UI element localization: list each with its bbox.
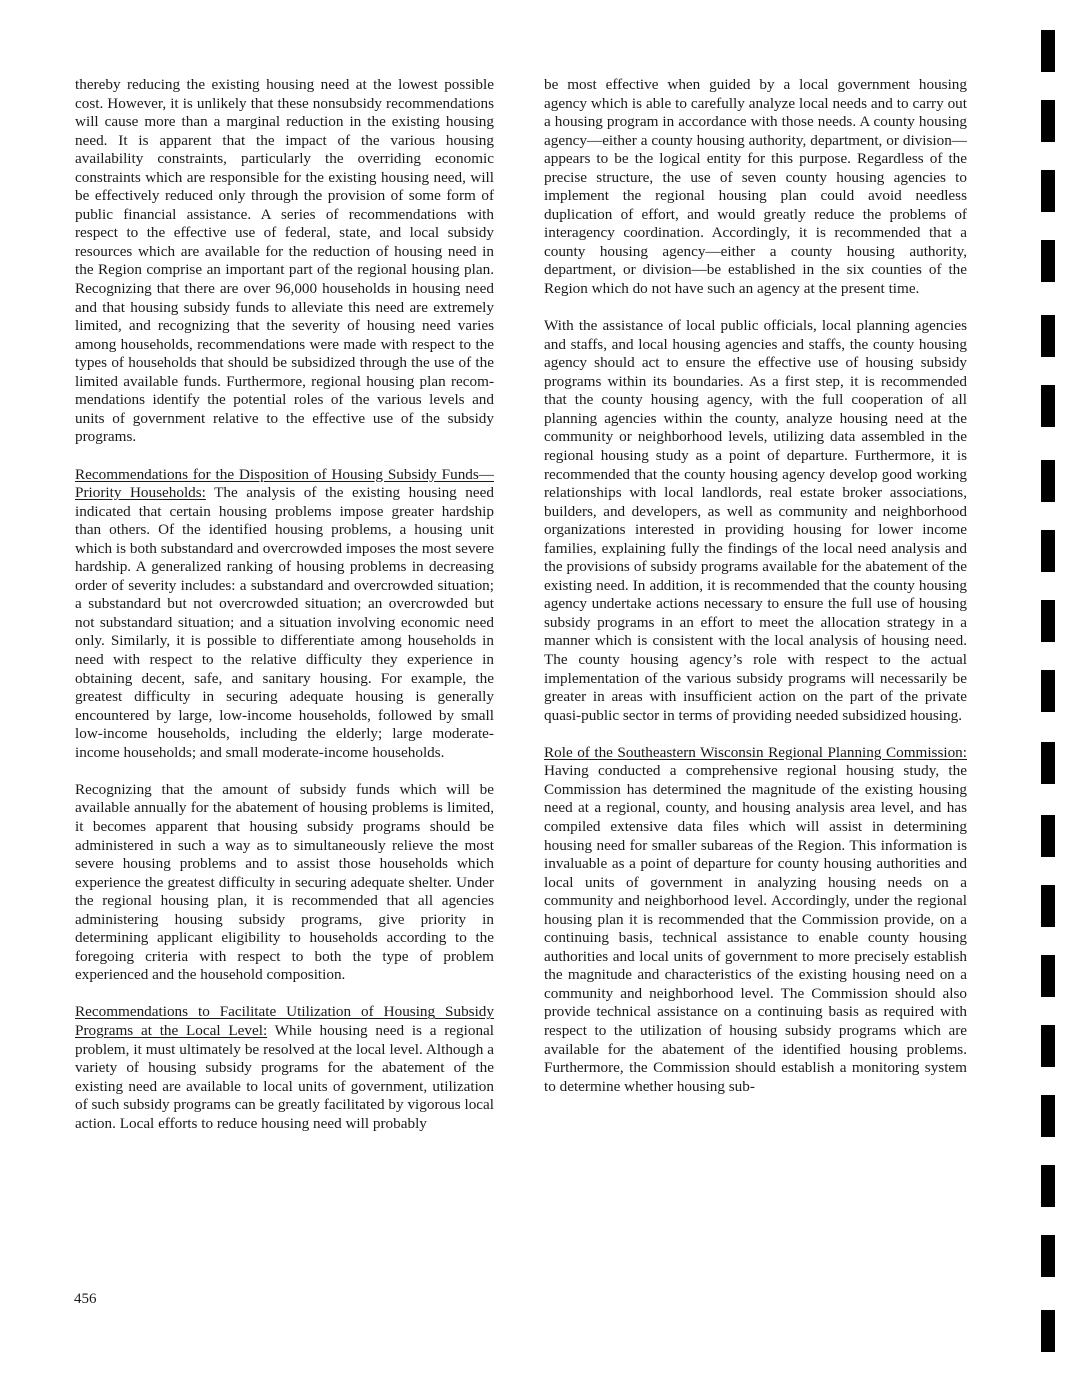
right-column [544, 76, 967, 1115]
paragraph-subsidy-funds: Recognizing that the amount of subsidy funds which will be available annually for the abatement of housing problems is limited, it becomes apparent that housing subsidy programs should be administered in such a way as to simultaneously relieve the most severe housing problems and to assist those households which experience the greatest difficulty in securing adequate shelter. Under the regional housing plan, it is recommended that all agencies administering housing subsidy programs, give priority in determining applicant eligibility to households according to the foregoing criteria with respect to both the type of problem experienced and the household composition. [75, 780, 494, 984]
registration-mark [1041, 315, 1055, 357]
registration-mark [1041, 1165, 1055, 1207]
scan-registration-marks [1041, 0, 1055, 1380]
registration-mark [1041, 1095, 1055, 1137]
paragraph-local-assistance: With the assistance of local public officials, local planning agencies and staffs, and local housing agencies and staffs, the county housing agency should act to ensure the effective use of housing subsidy programs within its boundaries. As a first step, it is recommended that the county housing agency, with the full cooperation of all planning agencies within the county, analyze housing need at the community or neighborhood levels, utilizing data assembled in the regional housing study as a point of departure. Furthermore, it is recommended that the county housing agency develop good working relationships with local landlords, real estate broker associations, builders, and developers, as well as community and neighborhood organizations interested in providing housing for lower income families, explaining fully the findings of the local need analysis and the provisions of subsidy programs available for the abatement of the existing need. In addition, it is recommended that the county housing agency undertake actions necessary to ensure the full use of housing subsidy programs in an effort to meet the allocation strategy in a manner which is consistent with the local analysis of housing need. The county housing agency’s role with respect to the actual implementation of the various subsidy programs will necessarily be greater in areas with insufficient action on the part of the private quasi-public sector in terms of providing needed subsidized housing. [544, 317, 967, 724]
paragraph-local-level-body: While housing need is a regional problem, it must ultimately be resolved at the local level. Although a variety of housing subsidy programs for the abatement of the existing need are available to local units of government, utilization of such subsidy programs can be greatly facilitated by vigorous local action. Local efforts to reduce housing need will probably [75, 1022, 495, 1132]
registration-mark [1041, 1025, 1055, 1067]
registration-mark [1041, 170, 1055, 212]
registration-mark [1041, 742, 1055, 784]
section-heading-commission-role: Role of the Southeastern Wisconsin Regional Planning Commission: [544, 743, 967, 761]
registration-mark [1041, 385, 1055, 427]
left-column [75, 76, 494, 1152]
registration-mark [1041, 530, 1055, 572]
registration-mark [1041, 600, 1055, 642]
registration-mark [1041, 670, 1055, 712]
registration-mark [1041, 100, 1055, 142]
paragraph-local-level [75, 1003, 494, 1133]
page-number: 456 [74, 1291, 97, 1307]
paragraph-commission-role [544, 744, 967, 1096]
paragraph-county-agency: be most effective when guided by a local government housing agency which is able to carefully analyze local needs and to carry out a housing program in accordance with those needs. A county housing agency—either a county housing authority, department, or division—appears to be the logical entity for this purpose. Regardless of the precise structure, the use of seven county housing agencies to implement the regional housing plan could avoid needless duplication of effort, and would greatly reduce the problems of interagency coordination. Accordingly, it is recommended that a county housing agency—either a county housing authority, department, or division—be established in the six counties of the Region which do not have such an agency at the present time. [544, 76, 967, 298]
registration-mark [1041, 460, 1055, 502]
paragraph-priority-households [75, 466, 494, 763]
registration-mark [1041, 1310, 1055, 1352]
registration-mark [1041, 815, 1055, 857]
paragraph-intro: thereby reducing the existing housing need at the lowest possible cost. However, it is unlikely that these nonsubsidy recommendations will cause more than a marginal reduction in the existing housing need. It is apparent that the impact of the various housing availability constraints, particularly the overriding economic constraints which are responsible for the existing housing need, will be effectively reduced only through the provision of some form of public financial assistance. A series of recommendations with respect to the effective use of federal, state, and local subsidy resources which are available for the reduction of housing need in the Region comprise an important part of the regional housing plan. Recognizing that there are over 96,000 households in housing need and that housing subsidy funds to alleviate this need are extremely limited, and recognizing that the severity of housing need varies among households, recommendations were made with respect to the types of households that should be subsidized through the use of the limited available funds. Furthermore, regional housing plan recommendations identify the potential roles of the various levels and units of government relative to the effective use of the subsidy programs. [75, 76, 494, 446]
registration-mark [1041, 955, 1055, 997]
registration-mark [1041, 1235, 1055, 1277]
paragraph-priority-households-body: The analysis of the existing housing need indicated that certain housing problems impose greater hardship than others. Of the identified housing problems, a housing unit which is both substandard and overcrowded imposes the most severe hardship. A generalized ranking of housing problems in decreasing order of severity includes: a substandard and overcrowded situation; a substandard but not overcrowded situation; an overcrowded but not substandard situation; and a situation involving economic need only. Similarly, it is possible to differentiate among households in need with respect to the relative difficulty they experience in obtaining decent, safe, and sanitary housing. For example, the greatest difficulty in securing adequate housing is generally encountered by large, low-income households, followed by small low-income households, including the elderly; large moderate-income households; and small moderate-income households. [75, 484, 494, 761]
registration-mark [1041, 30, 1055, 72]
paragraph-commission-role-body: Having conducted a comprehensive regional housing study, the Commission has determined the magnitude of the existing housing need at a regional, county, and housing analysis area level, and has compiled extensive data files which will assist in determining housing need for smaller subareas of the Region. This information is invaluable as a point of departure for county housing authorities and local units of government in analyzing housing needs on a community and neighborhood level. Accordingly, under the regional housing plan it is recommended that the Commission provide, on a continuing basis, technical assistance to enable county housing authorities and local units of government to more precisely establish the magnitude and characteristics of the existing housing need on a community and neighborhood level. The Commission should also provide technical assistance on a continuing basis as required with respect to the utilization of housing subsidy programs which are available for the abatement of the identified housing problems. Furthermore, the Commission should establish a monitoring system to determine whether housing sub- [544, 762, 967, 1095]
registration-mark [1041, 885, 1055, 927]
registration-mark [1041, 240, 1055, 282]
section-heading-priority-households: Recommendations for the Disposition of Housing Subsidy Funds—Priority Households: [75, 465, 494, 502]
section-heading-local-level: Recommendations to Facilitate Utilization of Housing Subsidy Programs at the Local Level: [75, 1003, 494, 1040]
